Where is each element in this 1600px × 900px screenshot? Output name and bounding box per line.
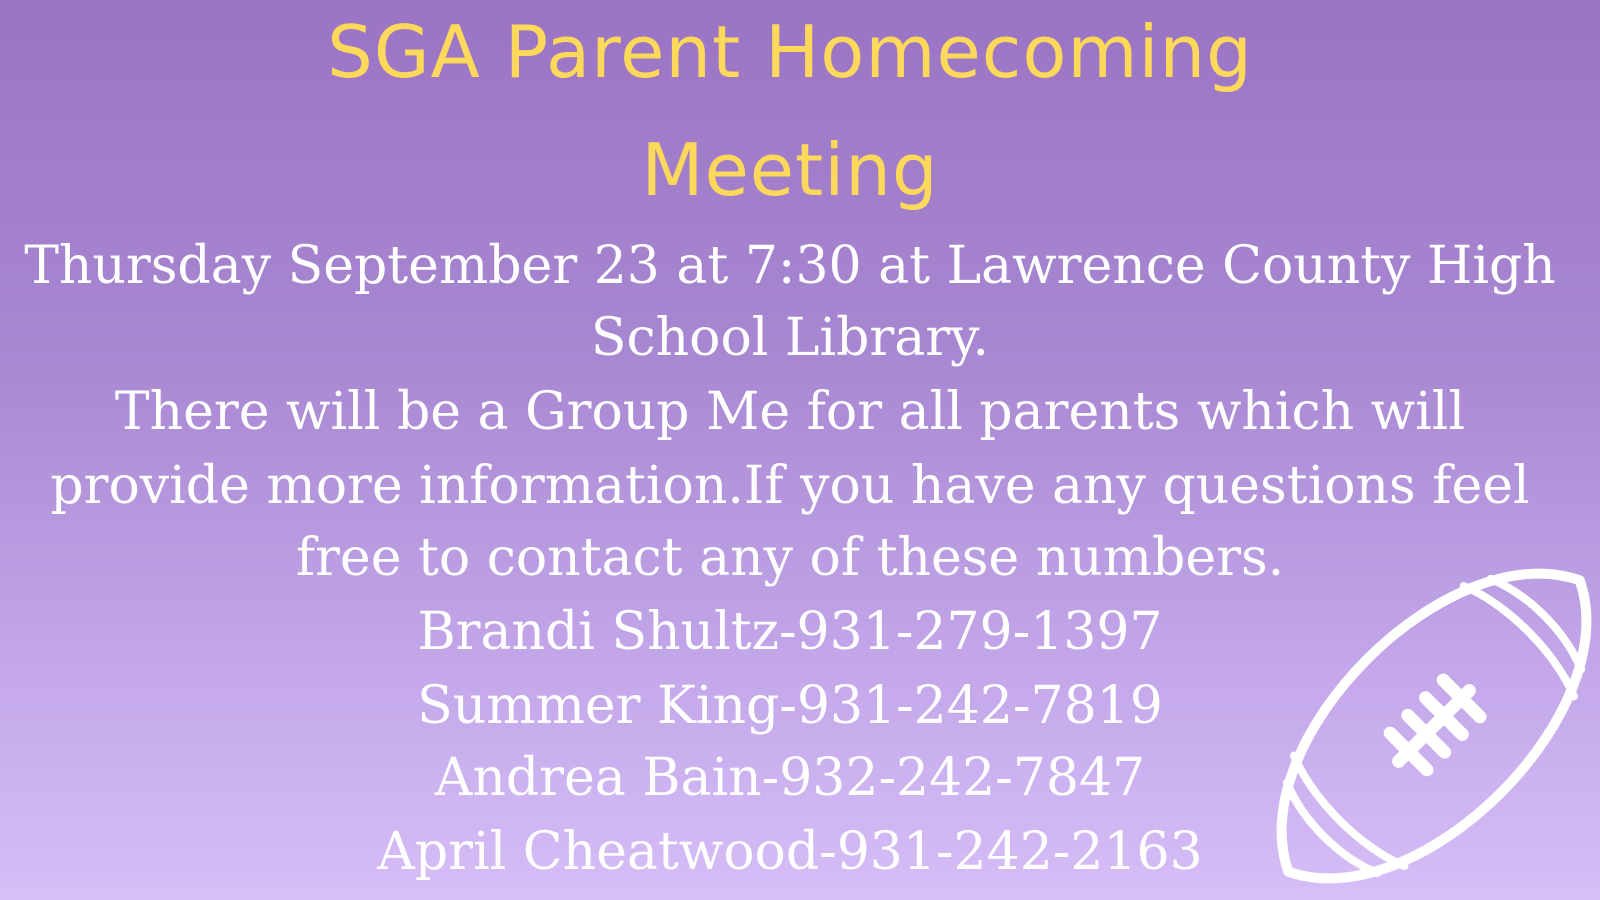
detail-line-1: Thursday September 23 at 7:30 at Lawrence County High bbox=[24, 236, 1556, 296]
title-line-2: Meeting bbox=[641, 128, 939, 212]
title-line-1: SGA Parent Homecoming bbox=[327, 10, 1253, 94]
contact-andrea-bain: Andrea Bain-932-242-7847 bbox=[434, 748, 1146, 808]
football-icon bbox=[1268, 560, 1600, 892]
contact-april-cheatwood: April Cheatwood-931-242-2163 bbox=[377, 822, 1203, 882]
detail-line-2: School Library. bbox=[590, 308, 990, 368]
contact-brandi-shultz: Brandi Shultz-931-279-1397 bbox=[417, 602, 1163, 662]
detail-line-4: provide more information.If you have any questions feel bbox=[50, 456, 1530, 516]
contact-summer-king: Summer King-931-242-7819 bbox=[417, 676, 1163, 736]
detail-line-5: free to contact any of these numbers. bbox=[295, 528, 1285, 588]
detail-line-3: There will be a Group Me for all parents which will bbox=[114, 382, 1466, 442]
